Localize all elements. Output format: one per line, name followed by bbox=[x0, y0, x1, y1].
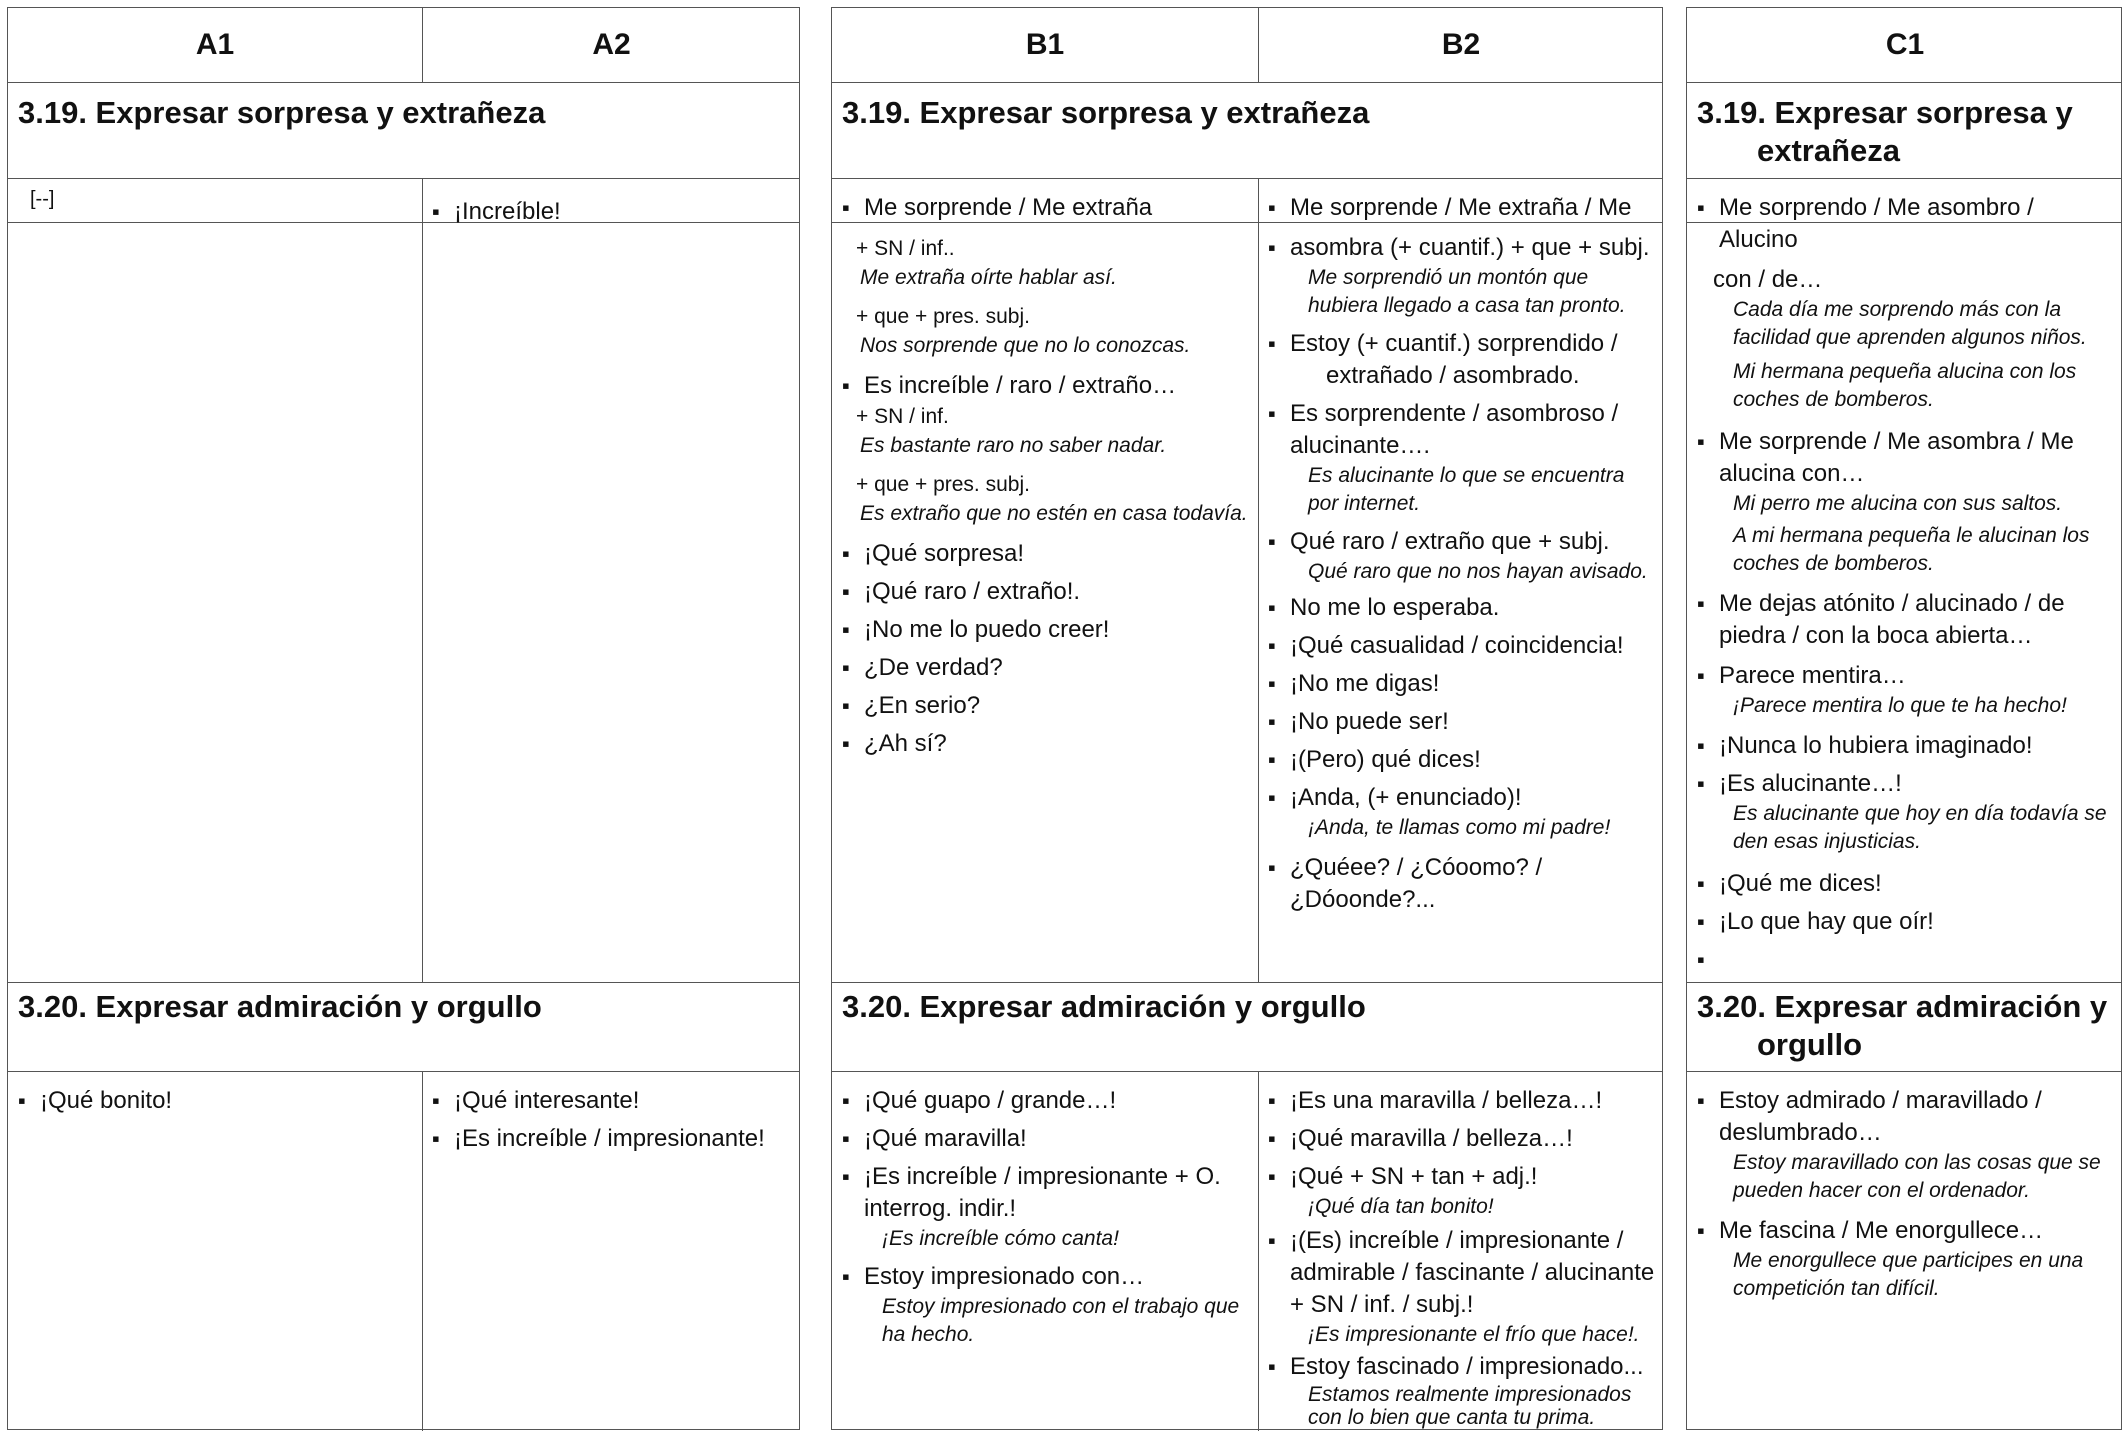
example: Es extraño que no estén en casa todavía. bbox=[860, 502, 1248, 525]
list-item: ▪ ¡Nunca lo hubiera imaginado! bbox=[1697, 730, 2115, 762]
cell-c1-3-19 bbox=[1697, 190, 2115, 976]
divider bbox=[1258, 1071, 1259, 1431]
table-group-b bbox=[831, 7, 1663, 1430]
list-item: ▪ ¡Qué maravilla / belleza…! bbox=[1268, 1123, 1658, 1155]
example: ¡Es impresionante el frío que hace!. bbox=[1308, 1323, 1640, 1346]
divider bbox=[1687, 82, 2121, 83]
section-title-line: 3.19. Expresar sorpresa y bbox=[1697, 95, 2073, 130]
divider bbox=[1258, 178, 1259, 982]
example: Qué raro que no nos hayan avisado. bbox=[1308, 560, 1648, 583]
list-item: ▪ ¡Qué sorpresa! bbox=[842, 538, 1252, 570]
example: Estoy impresionado con el trabajo que ha hecho. bbox=[882, 1295, 1240, 1346]
list-item: ▪ Me sorprende / Me extraña bbox=[842, 192, 1252, 224]
cell-b2-3-19 bbox=[1268, 190, 1658, 916]
level-a1-header: A1 bbox=[195, 28, 235, 61]
section-title-3-19 bbox=[1697, 94, 2073, 170]
divider bbox=[1258, 8, 1259, 82]
example: Es alucinante lo que se encuentra por internet. bbox=[1308, 464, 1625, 515]
section-title-3-20: 3.20. Expresar admiración y orgullo bbox=[842, 989, 1366, 1024]
list-item: ▪ ¡Es alucinante…! bbox=[1697, 768, 2115, 800]
example: ¡Qué día tan bonito! bbox=[1308, 1195, 1494, 1218]
example: Me enorgullece que participes en una competición tan difícil. bbox=[1733, 1249, 2084, 1300]
list-item: ▪ No me lo esperaba. bbox=[1268, 592, 1658, 624]
divider bbox=[422, 8, 423, 82]
list-item: ▪ ¡Qué me dices! bbox=[1697, 868, 2115, 900]
divider bbox=[832, 82, 1662, 83]
example: ¡Parece mentira lo que te ha hecho! bbox=[1733, 694, 2067, 717]
divider bbox=[1687, 1071, 2121, 1072]
level-b2-header: B2 bbox=[1441, 28, 1481, 61]
list-item: ▪ Qué raro / extraño que + subj. bbox=[1268, 526, 1658, 558]
list-item-empty bbox=[1697, 944, 2115, 976]
table-group-c bbox=[1686, 7, 2122, 1430]
example: Mi hermana pequeña alucina con los coches de bomberos. bbox=[1733, 360, 2077, 411]
list-item: ▪ ¡Es increíble / impresionante + O. interrog. indir.! bbox=[842, 1161, 1247, 1225]
list-item-continuation: ▪ asombra (+ cuantif.) + que + subj. bbox=[1268, 232, 1658, 264]
divider bbox=[832, 178, 1662, 179]
section-title-3-20: 3.20. Expresar admiración y orgullo bbox=[18, 989, 542, 1024]
example: Es alucinante que hoy en día todavía se den esas injusticias. bbox=[1733, 802, 2107, 853]
grammar-pattern: + que + pres. subj. bbox=[856, 473, 1030, 496]
list-item: ▪ Me dejas atónito / alucinado / de piedra / con la boca abierta… bbox=[1697, 588, 2115, 652]
level-b1-header: B1 bbox=[1025, 28, 1065, 61]
list-item: ▪ Me sorprende / Me extraña / Me bbox=[1268, 192, 1658, 224]
list-item: ▪ ¡Qué bonito! bbox=[18, 1085, 413, 1117]
section-title-line: extrañeza bbox=[1757, 133, 1901, 168]
level-c1-header: C1 bbox=[1885, 28, 1925, 61]
list-item: ▪ ¡Qué casualidad / coincidencia! bbox=[1268, 630, 1658, 662]
example: ¡Anda, te llamas como mi padre! bbox=[1308, 816, 1611, 839]
cell-b2-3-20 bbox=[1268, 1083, 1658, 1429]
list-item: ▪ Me sorprendo / Me asombro / Alucino bbox=[1697, 192, 2115, 256]
list-item: ▪ ¡Qué raro / extraño!. bbox=[842, 576, 1252, 608]
cell-a1-3-20 bbox=[18, 1083, 413, 1117]
list-item: ▪ ¡No me lo puedo creer! bbox=[842, 614, 1252, 646]
cell-a1-3-19 bbox=[30, 182, 54, 215]
example: Estoy maravillado con las cosas que se pueden hacer con el ordenador. bbox=[1733, 1151, 2101, 1202]
list-item: ▪ ¡Es una maravilla / belleza…! bbox=[1268, 1085, 1658, 1117]
list-item: ▪ ¡Qué guapo / grande…! bbox=[842, 1085, 1247, 1117]
section-title-3-19: 3.19. Expresar sorpresa y extrañeza bbox=[842, 95, 1370, 130]
example: Mi perro me alucina con sus saltos. bbox=[1733, 492, 2063, 515]
example: Es bastante raro no saber nadar. bbox=[860, 434, 1167, 457]
list-item: ▪ ¡Qué maravilla! bbox=[842, 1123, 1247, 1155]
list-item: ▪ ¡Qué interesante! bbox=[432, 1085, 792, 1117]
grammar-pattern: + SN / inf.. bbox=[856, 237, 955, 260]
list-item: ▪ Estoy fascinado / impresionado... bbox=[1268, 1351, 1658, 1383]
list-item: ▪ ¿En serio? bbox=[842, 690, 1252, 722]
list-item: ▪ ¡Lo que hay que oír! bbox=[1697, 906, 2115, 938]
divider bbox=[8, 1071, 799, 1072]
list-item: ▪ Estoy admirado / maravillado / deslumbrado… bbox=[1697, 1085, 2115, 1149]
table-group-a bbox=[7, 7, 800, 1430]
example: ¡Es increíble cómo canta! bbox=[882, 1227, 1119, 1250]
example: Cada día me sorprendo más con la facilidad que aprenden algunos niños. bbox=[1733, 298, 2087, 349]
section-title-line: 3.20. Expresar admiración y bbox=[1697, 989, 2108, 1024]
list-item: ▪ ¡No me digas! bbox=[1268, 668, 1658, 700]
example: Nos sorprende que no lo conozcas. bbox=[860, 334, 1191, 357]
list-item: ▪ Me sorprende / Me asombra / Me alucina con… bbox=[1697, 426, 2115, 490]
divider bbox=[1687, 982, 2121, 983]
list-item: ▪ Me fascina / Me enorgullece… bbox=[1697, 1215, 2115, 1247]
divider bbox=[8, 82, 799, 83]
list-item: ▪ ¡Increíble! bbox=[432, 196, 792, 228]
divider bbox=[422, 178, 423, 982]
divider bbox=[422, 1071, 423, 1431]
list-item: ▪ ¿De verdad? bbox=[842, 652, 1252, 684]
list-item-continuation: extrañado / asombrado. bbox=[1326, 362, 1580, 389]
list-item-continuation: ¿Dóoonde?... bbox=[1290, 886, 1436, 913]
list-item: ▪ ¡No puede ser! bbox=[1268, 706, 1658, 738]
divider bbox=[1687, 178, 2121, 179]
list-item: ▪ ¡(Pero) qué dices! bbox=[1268, 744, 1658, 776]
list-item: ▪ Es increíble / raro / extraño… bbox=[842, 370, 1252, 402]
list-item: ▪ Estoy impresionado con… bbox=[842, 1261, 1247, 1293]
divider bbox=[832, 1071, 1662, 1072]
divider bbox=[8, 982, 799, 983]
list-item: ▪ Es sorprendente / asombroso / bbox=[1268, 398, 1658, 430]
cell-a2-3-20 bbox=[432, 1083, 792, 1155]
example: A mi hermana pequeña le alucinan los coches de bomberos. bbox=[1733, 524, 2090, 575]
example: Estamos realmente impresionados con lo bien que canta tu prima. bbox=[1308, 1383, 1632, 1429]
section-title-line: orgullo bbox=[1757, 1027, 1863, 1062]
section-title-3-20 bbox=[1697, 988, 2107, 1064]
grammar-pattern: + SN / inf. bbox=[856, 405, 949, 428]
grammar-pattern: + que + pres. subj. bbox=[856, 305, 1030, 328]
cell-b1-3-20 bbox=[842, 1083, 1247, 1349]
list-item: ▪ ¿Ah sí? bbox=[842, 728, 1252, 760]
list-item-continuation: alucinante…. bbox=[1290, 432, 1431, 459]
cell-b1-3-19 bbox=[842, 190, 1252, 760]
empty-marker: [--] bbox=[30, 188, 55, 210]
list-item-continuation: con / de… bbox=[1713, 266, 1823, 293]
example: Me extraña oírte hablar así. bbox=[860, 266, 1117, 289]
level-a2-header: A2 bbox=[592, 28, 631, 61]
section-title-3-19: 3.19. Expresar sorpresa y extrañeza bbox=[18, 95, 546, 130]
list-item: ▪ ¡(Es) increíble / impresionante / admirable / fascinante / alucinante + SN / inf. / subj.! bbox=[1268, 1225, 1658, 1321]
list-item: ▪ Estoy (+ cuantif.) sorprendido / bbox=[1268, 328, 1658, 360]
divider bbox=[832, 982, 1662, 983]
example: Me sorprendió un montón que hubiera llegado a casa tan pronto. bbox=[1308, 266, 1626, 317]
list-item: ▪ Parece mentira… bbox=[1697, 660, 2115, 692]
list-item: ▪ ¡Anda, (+ enunciado)! bbox=[1268, 782, 1658, 814]
cell-a2-3-19 bbox=[432, 194, 792, 228]
list-item: ▪ ¡Es increíble / impresionante! bbox=[432, 1123, 792, 1155]
divider bbox=[8, 178, 799, 179]
list-item: ▪ ¿Quéee? / ¿Cóoomo? / bbox=[1268, 852, 1658, 884]
list-item: ▪ ¡Qué + SN + tan + adj.! bbox=[1268, 1161, 1658, 1193]
cell-c1-3-20 bbox=[1697, 1083, 2115, 1303]
